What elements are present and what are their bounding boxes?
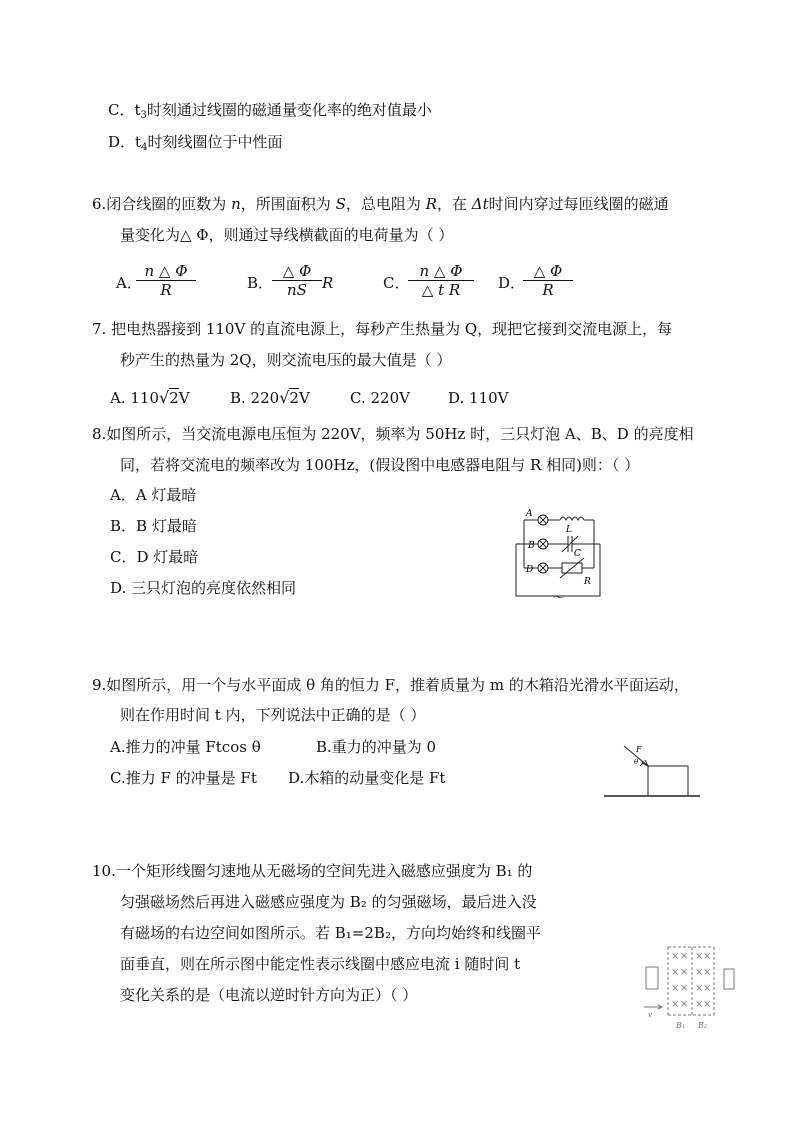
q10-stem-line2: 匀强磁场然后再进入磁感应强度为 B₂ 的匀强磁场，最后进入没: [120, 893, 537, 911]
q8-option-d: D. 三只灯泡的亮度依然相同: [110, 579, 297, 597]
svg-text:×: ×: [680, 951, 689, 962]
label-b2: B₂: [698, 1021, 708, 1030]
svg-text:×: ×: [695, 967, 704, 978]
q5-option-c: C．$t_3$时刻通过线圈的磁通量变化率的绝对值最小: [108, 101, 432, 121]
label-r: R: [584, 577, 591, 587]
q10-stem-line4: 面垂直，则在所示图中能定性表示线圈中感应电流 i 随时间 t: [120, 955, 521, 973]
q7-stem-line2: 秒产生的热量为 2Q，则交流电压的最大值是（ ）: [120, 351, 452, 369]
q10-magnetic-field-figure: [640, 945, 740, 1031]
coil-right-icon: [724, 969, 734, 989]
svg-text:×: ×: [680, 967, 689, 978]
q6-option-b-r: R: [322, 274, 334, 292]
q8-stem-line1: 8.如图所示，当交流电源电压恒为 220V，频率为 50Hz 时，三只灯泡 A、B、D 的亮度相: [92, 425, 694, 443]
svg-text:×: ×: [703, 967, 712, 978]
lamp-b-icon: [538, 539, 548, 549]
q7-option-d: D. 110V: [448, 389, 509, 407]
q5-option-d: D．$t_4$时刻线圈位于中性面: [108, 133, 283, 153]
q8-option-c: C．D 灯最暗: [110, 548, 199, 566]
svg-text:×: ×: [703, 951, 712, 962]
q6-option-a-label: A．: [116, 274, 142, 292]
q8-stem-line2: 同，若将交流电的频率改为 100Hz，(假设图中电感器电阻与 R 相同)则：（ ）: [120, 456, 640, 474]
svg-text:×: ×: [703, 983, 712, 994]
q8-circuit-figure: [508, 500, 608, 604]
label-b: B: [528, 541, 535, 551]
svg-text:×: ×: [671, 999, 680, 1010]
q7-option-c: C. 220V: [350, 389, 410, 407]
q6-option-b-label: B．: [247, 274, 274, 292]
q6-option-d-label: D．: [498, 274, 526, 292]
q9-option-c: C.推力 F 的冲量是 Ft: [110, 769, 257, 787]
label-v: v: [648, 1011, 652, 1019]
ac-source-icon: ～: [553, 591, 564, 604]
svg-text:×: ×: [695, 999, 704, 1010]
q9-option-a: A.推力的冲量 Ftcos θ: [110, 738, 261, 756]
lamp-d-icon: [538, 563, 548, 573]
svg-text:×: ×: [703, 999, 712, 1010]
label-c: C: [574, 549, 581, 559]
q9-box-figure: [604, 740, 704, 802]
q7-option-b: B. 220√2V: [230, 388, 310, 407]
q9-stem-line2: 则在作用时间 t 内，下列说法中正确的是（ ）: [120, 706, 426, 724]
q6-option-b-fraction: △ Φ nS: [272, 262, 322, 299]
svg-text:×: ×: [680, 983, 689, 994]
q8-option-a: A．A 灯最暗: [110, 486, 197, 504]
coil-left-icon: [646, 967, 658, 989]
svg-text:×: ×: [671, 967, 680, 978]
q10-stem-line1: 10.一个矩形线圈匀速地从无磁场的空间先进入磁感应强度为 B₁ 的: [92, 862, 533, 880]
q6-stem-line2: 量变化为△ Φ，则通过导线横截面的电荷量为（ ）: [120, 226, 454, 244]
q6-stem-line1: 6.闭合线圈的匝数为 n，所围面积为 S，总电阻为 R，在 Δt时间内穿过每匝线圈的磁通: [92, 195, 669, 213]
q6-option-a-fraction: n △ Φ R: [136, 262, 196, 299]
q7-option-a: A. 110√2V: [110, 388, 190, 407]
q6-option-c-label: C．: [383, 274, 410, 292]
svg-text:×: ×: [671, 951, 680, 962]
label-l: L: [566, 525, 572, 535]
q9-option-b: B.重力的冲量为 0: [316, 738, 437, 756]
label-d: D: [526, 565, 534, 575]
q9-stem-line1: 9.如图所示，用一个与水平面成 θ 角的恒力 F，推着质量为 m 的木箱沿光滑水平面运动，: [92, 676, 689, 694]
svg-text:×: ×: [680, 999, 689, 1010]
q7-stem-line1: 7. 把电热器接到 110V 的直流电源上，每秒产生热量为 Q，现把它接到交流电源上，每: [92, 320, 673, 338]
label-f: F: [636, 745, 642, 754]
q10-stem-line5: 变化关系的是（电流以逆时针方向为正）（ ）: [120, 986, 418, 1004]
svg-text:×: ×: [695, 983, 704, 994]
q9-option-d: D.木箱的动量变化是 Ft: [288, 769, 446, 787]
q10-stem-line3: 有磁场的右边空间如图所示。若 B₁=2B₂，方向均始终和线圈平: [120, 924, 541, 942]
q8-option-b: B．B 灯最暗: [110, 517, 197, 535]
q6-option-d-fraction: △ Φ R: [523, 262, 573, 299]
svg-text:×: ×: [671, 983, 680, 994]
label-b1: B₁: [676, 1021, 686, 1030]
svg-text:×: ×: [695, 951, 704, 962]
label-theta: θ: [634, 758, 639, 766]
label-a: A: [526, 509, 533, 519]
q6-option-c-fraction: n △ Φ △ t R: [408, 262, 474, 299]
lamp-a-icon: [538, 515, 548, 525]
